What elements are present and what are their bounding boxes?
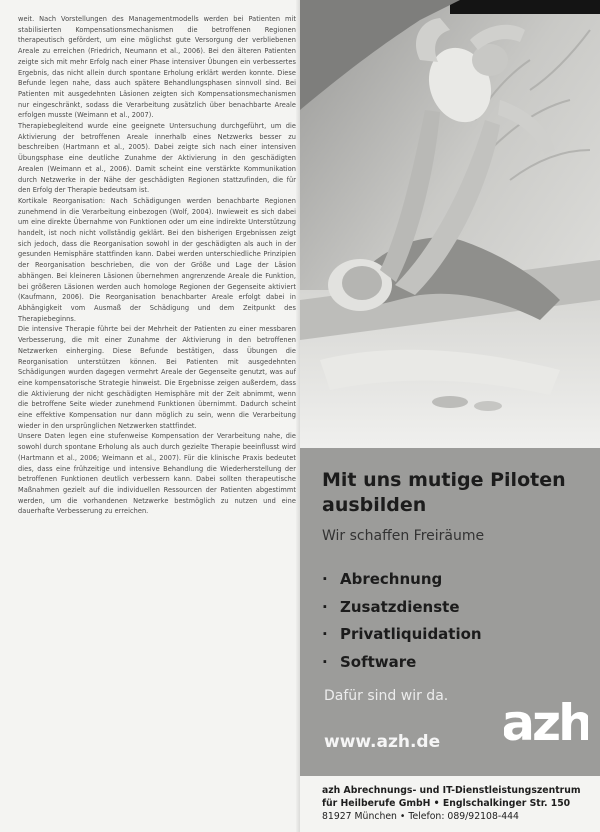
advertisement xyxy=(300,0,600,832)
service-item xyxy=(322,594,482,622)
service-label: Software xyxy=(340,652,417,671)
contact-block xyxy=(322,784,592,823)
bullet-icon: · xyxy=(322,597,328,616)
azh-logo-text: azh xyxy=(504,694,588,750)
ad-photo xyxy=(300,0,600,448)
service-item xyxy=(322,621,482,649)
bullet-icon: · xyxy=(322,625,328,643)
ad-url[interactable]: www.azh.de xyxy=(324,732,441,752)
article-paragraph-3: Kortikale Reorganisation: Nach Schädigungen werden benachbarte Regionen zunehmend in die Verarbeitung einbezogen (Wolf, 2004). Inwieweit es sich dabei um eine direkte Übernahme von Funktionen oder um eine indirekte Unterstützung handelt, ist noch nicht vollständig geklärt. Bei den bisherigen Ergebnissen zeigt sich jedoch, dass die Reorganisation sowohl in der geschädigten als auch in der gesunden Hemisphäre stattfinden kann. Dabei werden unterschiedliche Prinzipien der Reorganisation beschrieben, die von der Größe und Lage der Läsion abhängen. Bei kleineren Läsionen übernehmen angrenzende Areale die Funktion, bei größeren Läsionen werden auch homologe Regionen der Gegenseite aktiviert (Kaufmann, 2006). Die Reorganisation benachbarter Areale erfolgt dabei in Abhängigkeit vom Ausmaß der Schädigung und dem Zeitpunkt des Therapiebeginns. xyxy=(18,196,296,323)
contact-line-company: azh Abrechnungs- und IT-Dienstleistungszentrum xyxy=(322,785,581,796)
ad-subheadline: Wir schaffen Freiräume xyxy=(322,528,485,544)
service-label: Abrechnung xyxy=(340,570,443,588)
ad-headline: Mit uns mutige Piloten ausbilden xyxy=(322,469,566,516)
service-item xyxy=(322,566,482,594)
article-paragraph-5: Unsere Daten legen eine stufenweise Kompensation der Verarbeitung nahe, die sowohl durch spontane Erholung als auch durch gezielte Therapie beeinflusst wird (Hartmann et al., 2006; Weimann et al., 2007). Für die klinische Praxis bedeutet dies, dass eine frühzeitige und intensive Behandlung die Wiederherstellung der betroffenen Funktionen deutlich verbessern kann. Dabei sollten therapeutische Maßnahmen gezielt auf die individuellen Ressourcen der Patienten abgestimmt werden, um die vorhandenen Netzwerke bestmöglich zu nutzen und eine dauerhafte Verbesserung zu erreichen. xyxy=(18,432,296,516)
ad-tagline: Dafür sind wir da. xyxy=(324,688,449,704)
article-paragraph-1: weit. Nach Vorstellungen des Managementmodells werden bei Patienten mit stabilisierten Kompensationsmechanismen die betroffenen Regionen therapeutisch gefördert, um eine möglichst gute Versorgung der verbliebenen Areale zu erreichen (Friedrich, Neumann et al., 2006). Bei den älteren Patienten zeigte sich mit mehr Erfolg nach einer Phase intensiver Übungen ein verbessertes Ergebnis, das nicht allein durch spontane Erholung erklärt werden konnte. Diese Befunde legen nahe, dass auch spätere Behandlungsphasen sinnvoll sind. Bei Patienten mit ausgedehnten Läsionen zeigten sich Kompensationsmechanismen nur eingeschränkt, sodass die Verarbeitung zusätzlich über benachbarte Areale erfolgen musste (Weimann et al., 2007). xyxy=(18,15,296,120)
article-column xyxy=(18,14,296,824)
article-paragraph-2: Therapiebegleitend wurde eine geeignete Untersuchung durchgeführt, um die Aktivierung der betroffenen Areale innerhalb eines Netzwerks besser zu beschreiben (Hartmann et al., 2005). Dabei zeigte sich nach einer intensiven Übungsphase eine deutliche Zunahme der Aktivierung in den geschädigten Arealen (Weimann et al., 2006). Damit scheint eine verstärkte Kommunikation durch Netzwerke in der Nähe der geschädigten Regionen stattzufinden, die für den Erfolg der Therapie bedeutsam ist. xyxy=(18,122,296,195)
azh-logo-mark xyxy=(504,684,588,750)
bullet-icon: · xyxy=(322,652,328,671)
contact-line-phone: 81927 München • Telefon: 089/92108-444 xyxy=(322,811,519,822)
parent-lifting-child-photo xyxy=(300,0,600,448)
contact-line-address: für Heilberufe GmbH • Englschalkinger Str. 150 xyxy=(322,798,571,809)
article-paragraph-4: Die intensive Therapie führte bei der Mehrheit der Patienten zu einer messbaren Verbesserung, die mit einer Zunahme der Aktivierung in den betroffenen Netzwerken einherging. Diese Befunde bestätigen, dass Übungen die Reorganisation unterstützen können. Bei Patienten mit ausgedehnten Schädigungen wurden dagegen vermehrt Areale der Gegenseite genutzt, was auf eine kompensatorische Strategie hinweist. Die Ergebnisse zeigen außerdem, dass die Aktivierung der nicht geschädigten Hemisphäre mit der Zeit abnimmt, wenn die betroffene Seite wieder zunehmend Funktionen übernimmt. Dadurch scheint eine effektive Kompensation nur dann möglich zu sein, wenn die Verarbeitung wieder in den ursprünglichen Netzwerken stattfindet. xyxy=(18,325,296,430)
service-label: Zusatzdienste xyxy=(340,597,460,616)
bullet-icon: · xyxy=(322,570,328,588)
services-list xyxy=(322,566,482,676)
azh-logo xyxy=(504,684,588,754)
service-label: Privatliquidation xyxy=(340,625,482,643)
service-item xyxy=(322,649,482,677)
